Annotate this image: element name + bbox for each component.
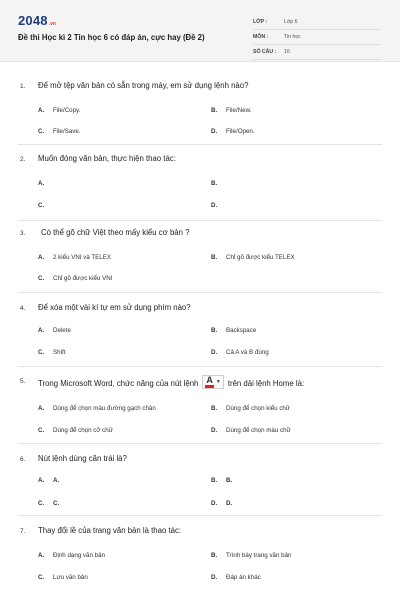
- option-label: D.: [211, 500, 218, 507]
- option-text: File/New.: [226, 107, 252, 114]
- page-header: [0, 0, 400, 62]
- meta-row-count: [253, 45, 381, 60]
- option-b[interactable]: [211, 107, 251, 114]
- option-label: B.: [211, 180, 218, 187]
- option-b[interactable]: [211, 180, 226, 187]
- question-text: Để xóa một vài kí tự em sử dụng phím nào?: [38, 303, 191, 312]
- question-text: [38, 376, 304, 390]
- option-text: File/Open.: [226, 128, 255, 135]
- option-text: File/Copy.: [53, 107, 81, 114]
- option-label: A.: [38, 477, 45, 484]
- option-text: Backspace: [226, 327, 257, 334]
- option-d[interactable]: [211, 574, 261, 581]
- option-label: C.: [38, 349, 45, 356]
- font-color-letter: A: [205, 376, 214, 388]
- option-c[interactable]: [38, 275, 112, 282]
- option-text: B.: [226, 477, 233, 484]
- option-label: A.: [38, 552, 45, 559]
- option-label: A.: [38, 254, 45, 261]
- option-d[interactable]: [211, 202, 226, 209]
- question-header: [0, 227, 400, 241]
- option-text: D.: [226, 500, 233, 507]
- option-label: D.: [211, 128, 218, 135]
- option-text: Lưu văn bản: [53, 574, 88, 581]
- option-text: Chỉ gõ được kiểu TELEX: [226, 254, 295, 261]
- option-a[interactable]: [38, 552, 105, 559]
- question-header: [0, 453, 400, 467]
- option-a[interactable]: [38, 405, 156, 412]
- option-a[interactable]: [38, 180, 53, 187]
- exam-title: Đề thi Học kì 2 Tin học 6 có đáp án, cực hay (Đề 2): [18, 33, 205, 42]
- option-label: A.: [38, 327, 45, 334]
- option-d[interactable]: [211, 349, 269, 356]
- divider: [18, 220, 382, 221]
- option-text: Dùng để chọn kiểu chữ: [226, 405, 290, 412]
- option-label: B.: [211, 552, 218, 559]
- option-text: Dùng để chọn màu đường gạch chân: [53, 405, 156, 412]
- question-text-after: trên dải lệnh Home là:: [227, 378, 305, 388]
- option-b[interactable]: [211, 254, 295, 261]
- option-d[interactable]: [211, 427, 291, 434]
- option-b[interactable]: [211, 405, 290, 412]
- option-label: D.: [211, 427, 218, 434]
- option-label: B.: [211, 327, 218, 334]
- divider: [18, 515, 382, 516]
- question-number: 6.: [20, 456, 26, 463]
- option-c[interactable]: [38, 500, 59, 507]
- option-label: D.: [211, 202, 218, 209]
- question-header: [0, 80, 400, 94]
- option-label: B.: [211, 254, 218, 261]
- question-number: 5.: [20, 378, 26, 385]
- option-text: Dùng để chọn màu chữ: [226, 427, 291, 434]
- site-logo[interactable]: [18, 13, 56, 28]
- option-text: C.: [53, 500, 60, 507]
- question-number: 7.: [20, 528, 26, 535]
- meta-label: MÔN :: [253, 34, 269, 40]
- option-text: A.: [53, 477, 60, 484]
- logo-domain: .vn: [48, 21, 56, 27]
- option-c[interactable]: [38, 427, 113, 434]
- font-color-icon: [202, 375, 223, 389]
- option-label: B.: [211, 477, 218, 484]
- option-text: Chỉ gõ được kiểu VNI: [53, 275, 113, 282]
- divider: [18, 366, 382, 367]
- option-label: B.: [211, 107, 218, 114]
- option-b[interactable]: [211, 327, 256, 334]
- divider: [18, 443, 382, 444]
- option-text: 2 kiểu VNI và TELEX: [53, 254, 112, 261]
- question-header: [0, 153, 400, 167]
- option-label: C.: [38, 574, 45, 581]
- option-text: Shift: [53, 349, 66, 356]
- option-d[interactable]: [211, 128, 255, 135]
- question-header: [0, 302, 400, 316]
- divider: [18, 292, 382, 293]
- option-c[interactable]: [38, 574, 88, 581]
- option-label: A.: [38, 107, 45, 114]
- meta-label: LỚP :: [253, 19, 268, 25]
- chevron-down-icon: ▼: [215, 379, 221, 385]
- meta-value: 16: [284, 49, 290, 55]
- option-label: C.: [38, 500, 45, 507]
- option-label: C.: [38, 427, 45, 434]
- question-number: 3.: [20, 230, 26, 237]
- question-text: Để mở tệp văn bản có sẵn trong máy, em sử dụng lệnh nào?: [38, 81, 249, 90]
- option-text: Định dạng văn bản: [53, 552, 105, 559]
- question-text: Có thể gõ chữ Việt theo mấy kiểu cơ bản ?: [41, 228, 190, 237]
- meta-row-class: [253, 15, 381, 30]
- question-text: Muốn đóng văn bản, thực hiện thao tác:: [38, 154, 176, 163]
- option-text: Delete: [53, 327, 71, 334]
- option-label: C.: [38, 202, 45, 209]
- option-text: File/Save.: [53, 128, 81, 135]
- logo-text: 2048: [18, 13, 48, 28]
- option-text: Cả A và B đúng: [226, 349, 269, 356]
- option-c[interactable]: [38, 349, 65, 356]
- option-a[interactable]: [38, 254, 111, 261]
- option-label: D.: [211, 349, 218, 356]
- option-b[interactable]: [211, 477, 232, 484]
- question-text-before: Trong Microsoft Word, chức năng của nút lệnh: [38, 378, 199, 388]
- question-text: Thay đổi lề của trang văn bản là thao tác:: [38, 526, 182, 535]
- question-header: [0, 525, 400, 539]
- option-text: Dùng để chọn cỡ chữ: [53, 427, 113, 434]
- option-text: Đáp án khác: [226, 574, 261, 581]
- question-number: 1.: [20, 83, 26, 90]
- option-a[interactable]: [38, 107, 80, 114]
- option-d[interactable]: [211, 500, 232, 507]
- option-a[interactable]: [38, 477, 59, 484]
- option-label: C.: [38, 128, 45, 135]
- meta-label: SỐ CÂU :: [253, 49, 277, 55]
- option-label: A.: [38, 180, 45, 187]
- option-a[interactable]: [38, 327, 71, 334]
- question-number: 4.: [20, 305, 26, 312]
- option-label: C.: [38, 275, 45, 282]
- option-c[interactable]: [38, 128, 81, 135]
- option-text: Trình bày trang văn bản: [226, 552, 292, 559]
- option-c[interactable]: [38, 202, 53, 209]
- divider: [18, 144, 382, 145]
- option-label: B.: [211, 405, 218, 412]
- question-text: Nút lệnh dùng căn trái là?: [38, 454, 127, 463]
- meta-value: Tin học: [284, 34, 301, 40]
- question-header: [0, 375, 400, 389]
- option-label: A.: [38, 405, 45, 412]
- meta-row-subject: [253, 30, 381, 45]
- option-b[interactable]: [211, 552, 291, 559]
- option-label: D.: [211, 574, 218, 581]
- exam-meta: [253, 15, 381, 60]
- meta-value: Lớp 6: [284, 19, 298, 25]
- question-number: 2.: [20, 156, 26, 163]
